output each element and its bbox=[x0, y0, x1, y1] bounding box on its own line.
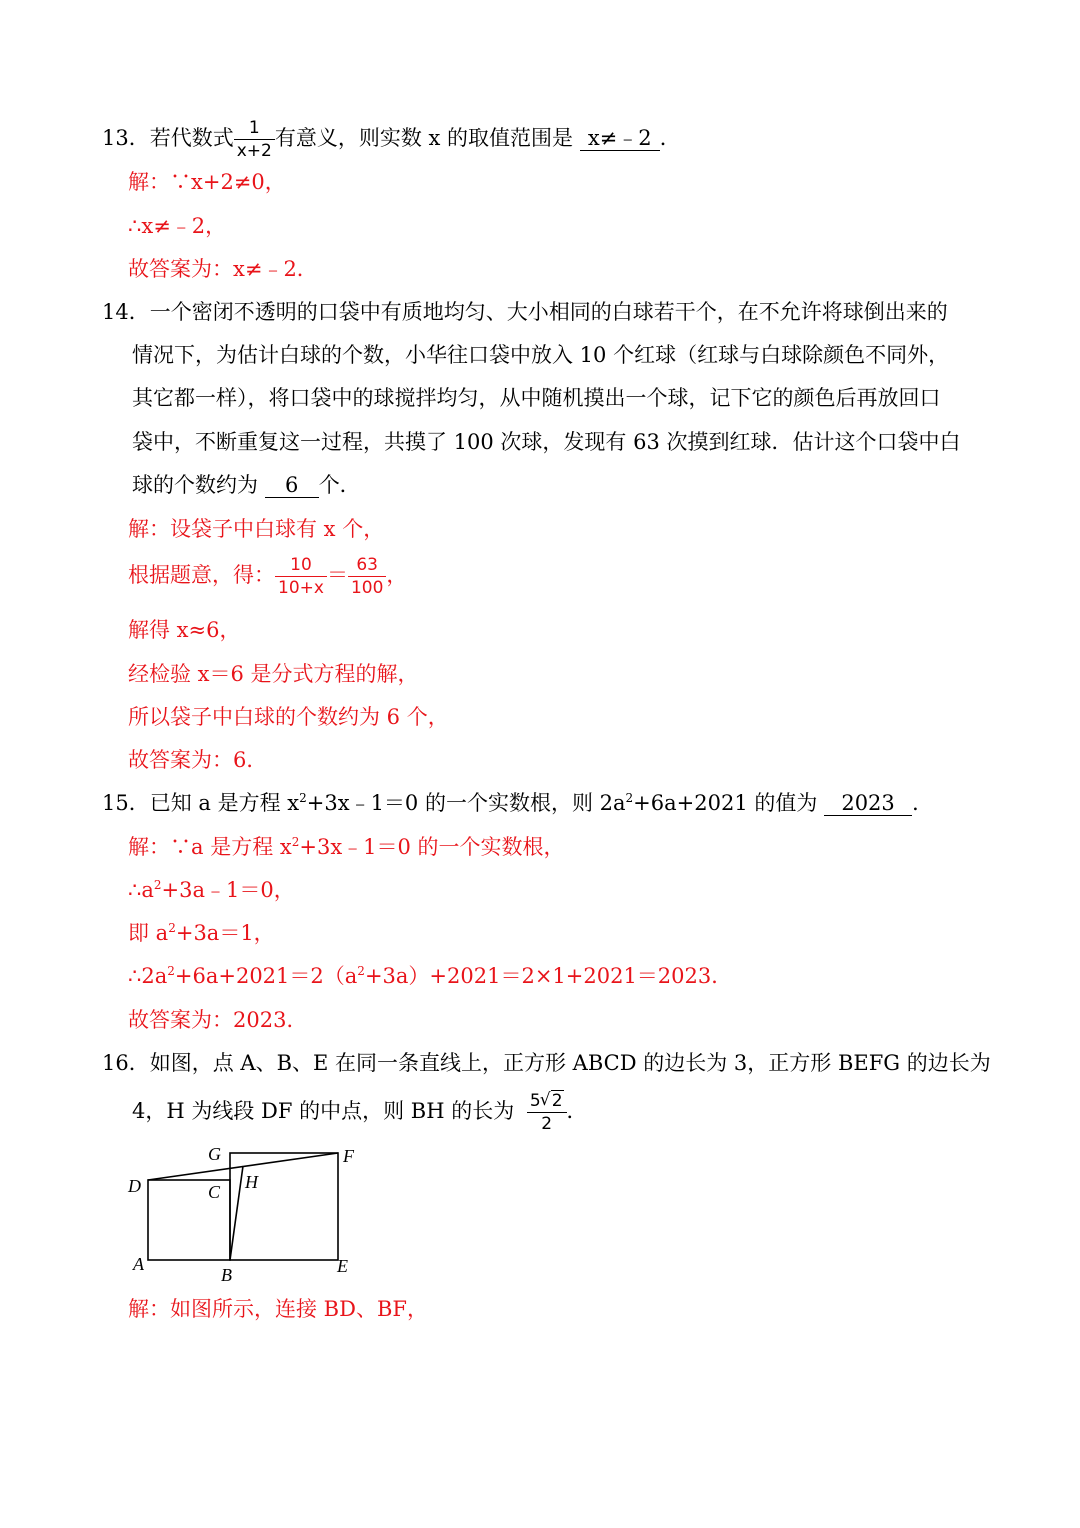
q16-answer-fraction: $\frac{5√ 2}{2}$ bbox=[527, 1090, 567, 1135]
q14-statement-line: 球的个数约为 6 个． bbox=[132, 473, 361, 497]
q15-solution-line: 解：∵a 是方程 $x^2+3x﹣1=0$ 的一个实数根， bbox=[128, 835, 565, 859]
q14-solution-line: 解得 x≈6， bbox=[128, 618, 241, 642]
q13-solution-line: ∴x≠﹣2， bbox=[128, 214, 227, 238]
segment-df bbox=[148, 1153, 338, 1180]
label-C: C bbox=[208, 1182, 221, 1202]
q15-number: 15． bbox=[102, 791, 150, 815]
label-H: H bbox=[245, 1172, 258, 1192]
q14-statement-line: 其它都一样），将口袋中的球搅拌均匀，从中随机摸出一个球，记下它的颜色后再放回口 bbox=[132, 386, 941, 410]
q13-statement: 13．若代数式 $\frac{1}{x+2}$ 有意义，则实数 x 的取值范围是 x≠﹣2 ． bbox=[102, 118, 681, 161]
q13-number: 13． bbox=[102, 126, 150, 150]
q13-fraction: $\frac{1}{x+2}$ bbox=[234, 117, 275, 162]
q13-answer-blank: x≠﹣2 bbox=[580, 126, 660, 151]
q16-statement-line: 4，H 为线段 DF 的中点，则 BH 的长为 $\frac{5√ 2}{2}$ ． bbox=[132, 1090, 588, 1135]
label-D: D bbox=[128, 1176, 141, 1196]
q14-solution-line: 所以袋子中白球的个数约为 6 个， bbox=[128, 705, 449, 729]
label-B: B bbox=[221, 1265, 232, 1285]
q16-number: 16． bbox=[102, 1051, 150, 1075]
q14-number: 14． bbox=[102, 300, 150, 324]
q13-solution-line: 故答案为：x≠﹣2． bbox=[128, 257, 318, 281]
q14-statement-line: 14．一个密闭不透明的口袋中有质地均匀、大小相同的白球若干个，在不允许将球倒出来的 bbox=[102, 300, 948, 324]
q15-solution-line: $\therefore 2a^2+6a+2021=2(a^2+3a)+2021=2\times 1+2021=2023$． bbox=[128, 964, 733, 988]
q14-statement-line: 情况下，为估计白球的个数，小华往口袋中放入 10 个红球（红球与白球除颜色不同外， bbox=[132, 343, 950, 367]
q15-solution-line: 即 $a^2+3a=1$， bbox=[128, 921, 275, 945]
q14-fraction-right: $\frac{63}{100}$ bbox=[348, 554, 386, 599]
q15-answer-blank: 2023 bbox=[824, 791, 912, 816]
q15-statement: 15．已知 a 是方程 $x^2+3x﹣1=0$ 的一个实数根，则 $2a^2+6a+2021$ 的值为 2023 ． bbox=[102, 791, 934, 815]
segment-bh bbox=[230, 1166, 243, 1260]
q14-statement-line: 袋中，不断重复这一过程，共摸了 100 次球，发现有 63 次摸到红球．估计这个口袋中白 bbox=[132, 430, 961, 454]
label-A: A bbox=[133, 1254, 144, 1274]
square-abcd bbox=[148, 1180, 230, 1260]
q14-fraction-left: $\frac{10}{10+x}$ bbox=[275, 554, 327, 599]
q15-solution-line: 故答案为：2023． bbox=[128, 1008, 308, 1032]
q16-solution-line: 解：如图所示，连接 BD、BF， bbox=[128, 1297, 428, 1321]
q16-statement-line: 16．如图，点 A、B、E 在同一条直线上，正方形 ABCD 的边长为 3，正方形 BEFG 的边长为 bbox=[102, 1051, 991, 1075]
q14-solution-line: 故答案为：6． bbox=[128, 748, 268, 772]
q14-answer-blank: 6 bbox=[265, 473, 319, 498]
label-G: G bbox=[208, 1144, 221, 1164]
label-F: F bbox=[343, 1146, 354, 1166]
q14-equation-line: 根据题意，得： $\frac{10}{10+x}$ ＝ $\frac{63}{100}$ ， bbox=[128, 555, 408, 598]
figure-lines bbox=[148, 1153, 338, 1260]
q13-solution-line: 解：∵x+2≠0， bbox=[128, 170, 286, 194]
q14-solution-line: 解：设袋子中白球有 x 个， bbox=[128, 517, 385, 541]
label-E: E bbox=[337, 1256, 348, 1276]
square-befg bbox=[230, 1153, 338, 1260]
q15-solution-line: $\therefore a^2+3a﹣1=0$， bbox=[128, 878, 295, 902]
sqrt-symbol: √ 2 bbox=[541, 1090, 564, 1112]
q14-solution-line: 经检验 x＝6 是分式方程的解， bbox=[128, 662, 419, 686]
